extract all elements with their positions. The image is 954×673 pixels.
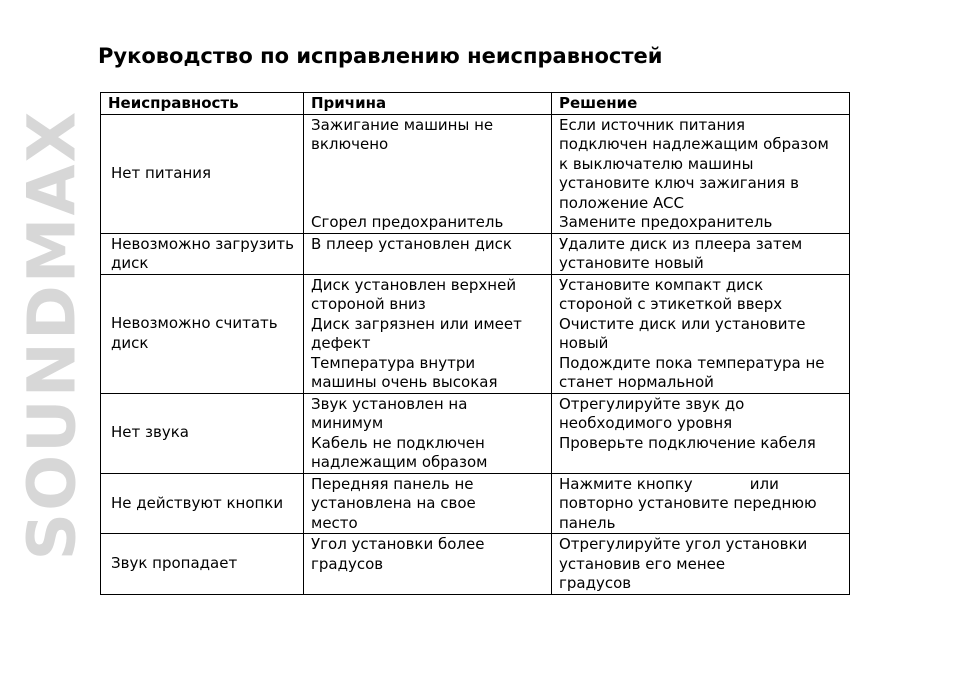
cause-line: дефект — [311, 334, 371, 352]
fault-cell: Нет питания — [101, 114, 304, 233]
solution-line: новый — [559, 334, 609, 352]
solution-line: установите ключ зажигания в — [559, 174, 799, 192]
table-row — [101, 114, 850, 233]
header-solution: Решение — [552, 93, 850, 115]
solution-line: Нажмите кнопку или — [559, 474, 779, 493]
cause-line: Звук установлен на — [311, 394, 468, 413]
cause-line: В плеер установлен диск — [311, 234, 512, 253]
solution-line: Замените предохранитель — [559, 213, 773, 231]
solution-line: Проверьте подключение кабеля — [559, 433, 816, 452]
solution-cell — [552, 534, 850, 595]
solution-line: панель — [559, 513, 616, 532]
solution-line: Удалите диск из плеера затем — [559, 234, 803, 253]
cause-cell — [304, 393, 552, 473]
solution-line: к выключателю машины — [559, 154, 754, 173]
table-row — [101, 473, 850, 534]
cause-line — [311, 155, 544, 175]
solution-line: положение ACC — [559, 193, 684, 212]
solution-cell — [552, 114, 850, 233]
cause-line: Диск установлен верхней — [311, 275, 517, 294]
solution-line: Подождите пока температура не — [559, 353, 825, 372]
solution-line: Если источник питания — [559, 115, 746, 134]
cause-line — [311, 194, 544, 214]
cause-line: Зажигание машины не — [311, 115, 494, 134]
cause-line: Диск загрязнен или имеет — [311, 314, 522, 333]
solution-line: установите новый — [559, 254, 704, 272]
fault-cell: Звук пропадает — [101, 534, 304, 595]
solution-cell — [552, 233, 850, 274]
troubleshooting-table — [100, 92, 850, 595]
solution-line: станет нормальной — [559, 373, 714, 391]
table-row — [101, 393, 850, 473]
cause-cell — [304, 534, 552, 595]
solution-line: Очистите диск или установите — [559, 314, 806, 333]
cause-line: стороной вниз — [311, 295, 426, 313]
table-row — [101, 233, 850, 274]
cause-line: минимум — [311, 414, 384, 432]
cause-line: машины очень высокая — [311, 373, 498, 391]
fault-cell: Не действуют кнопки — [101, 473, 304, 534]
header-cause: Причина — [304, 93, 552, 115]
solution-cell — [552, 473, 850, 534]
cause-line: Температура внутри — [311, 353, 476, 372]
cause-cell — [304, 473, 552, 534]
table-header-row — [101, 93, 850, 115]
solution-line: стороной с этикеткой вверх — [559, 295, 783, 313]
solution-cell — [552, 393, 850, 473]
cause-line: включено — [311, 135, 389, 153]
cause-line: надлежащим образом — [311, 453, 488, 471]
fault-cell: Невозможно загрузить диск — [101, 233, 304, 274]
solution-line: Установите компакт диск — [559, 275, 764, 294]
cause-line: место — [311, 513, 358, 532]
solution-line: Отрегулируйте звук до — [559, 394, 745, 413]
solution-line: подключен надлежащим образом — [559, 135, 829, 153]
cause-line — [311, 174, 544, 194]
solution-line: необходимого уровня — [559, 414, 733, 432]
cause-cell — [304, 233, 552, 274]
cause-line: установлена на свое — [311, 494, 476, 512]
header-fault: Неисправность — [101, 93, 304, 115]
cause-line: Передняя панель не — [311, 474, 474, 493]
fault-cell: Невозможно считать диск — [101, 274, 304, 393]
fault-cell: Нет звука — [101, 393, 304, 473]
cause-line: градусов — [311, 554, 384, 573]
cause-line: Сгорел предохранитель — [311, 213, 504, 231]
table-row — [101, 274, 850, 393]
soundmax-logo — [13, 40, 91, 630]
table-row — [101, 534, 850, 595]
page-title: Руководство по исправлению неисправностей — [98, 44, 663, 68]
cause-line: Кабель не подключен — [311, 433, 485, 452]
cause-cell — [304, 274, 552, 393]
soundmax-logo-text: SOUNDMAX — [13, 109, 91, 561]
cause-cell — [304, 114, 552, 233]
solution-line: повторно установите переднюю — [559, 494, 817, 512]
solution-line: установив его менее — [559, 554, 726, 573]
cause-line: Угол установки более — [311, 535, 485, 553]
solution-line: градусов — [559, 574, 632, 592]
solution-line: Отрегулируйте угол установки — [559, 535, 808, 553]
solution-cell — [552, 274, 850, 393]
